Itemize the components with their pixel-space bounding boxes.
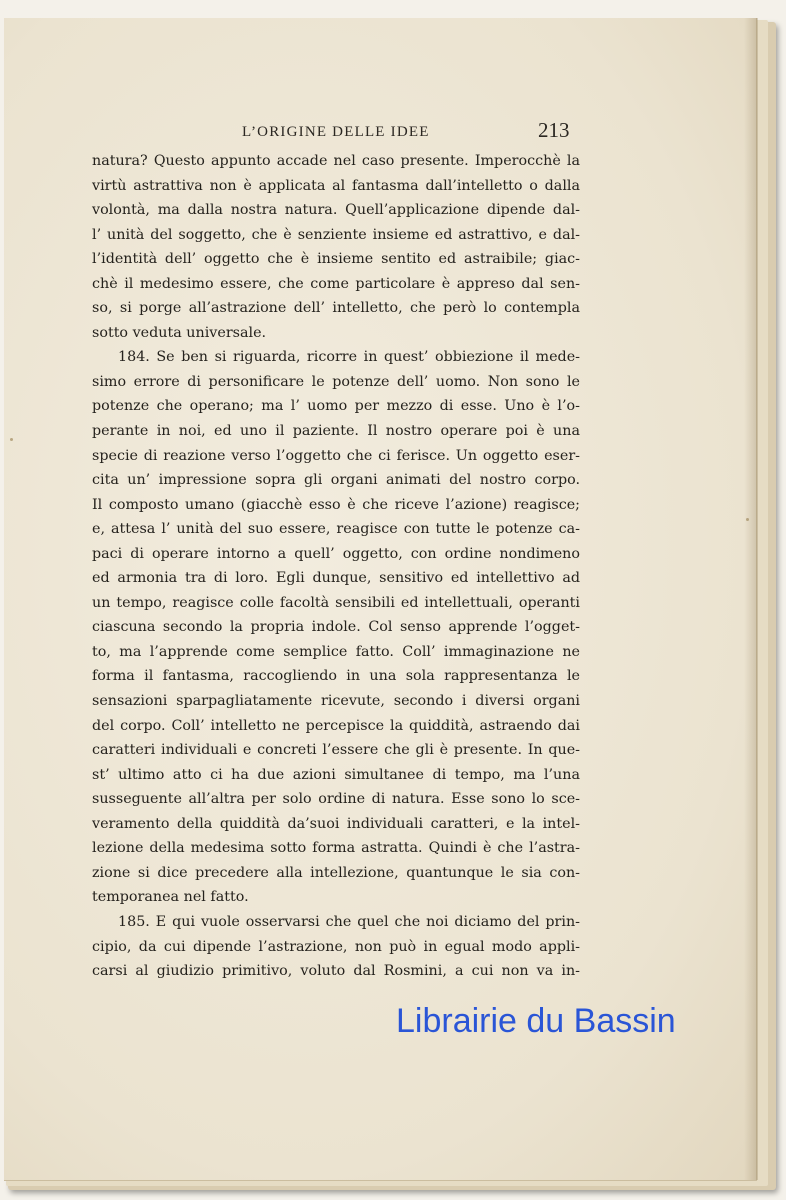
text-line: to, ma l’apprende come semplice fatto. Coll’ immaginazione ne — [92, 643, 580, 660]
text-line: simo errore di personificare le potenze dell’ uomo. Non sono le — [92, 373, 580, 390]
text-line: virtù astrattiva non è applicata al fantasma dall’intelletto o dalla — [92, 177, 580, 194]
text-line: carsi al giudizio primitivo, voluto dal Rosmini, a cui non va in- — [92, 963, 580, 980]
paragraph-start-185: 185. E qui vuole osservarsi che quel che noi diciamo del prin- — [118, 913, 580, 930]
text-line: ciascuna secondo la propria indole. Col senso apprende l’ogget- — [92, 619, 580, 636]
text-line: sensazioni sparpagliatamente ricevute, secondo i diversi organi — [92, 693, 580, 710]
page-header — [120, 118, 580, 148]
text-line: un tempo, reagisce colle facoltà sensibili ed intellettuali, operanti — [92, 594, 580, 611]
text-line: chè il medesimo essere, che come particolare è appreso dal sen- — [92, 275, 580, 292]
text-line: zione si dice precedere alla intellezione, quantunque le sia con- — [92, 864, 580, 881]
text-line: st’ ultimo atto ci ha due azioni simultanee di tempo, ma l’una — [92, 766, 580, 783]
text-line: l’ unità del soggetto, che è senziente insieme ed astrattivo, e dal- — [92, 226, 580, 243]
text-line: lezione della medesima sotto forma astratta. Quindi è che l’astra- — [92, 840, 580, 857]
text-line: cita un’ impressione sopra gli organi animati del nostro corpo. — [92, 472, 580, 489]
text-line: l’identità dell’ oggetto che è insieme sentito ed astraibile; giac- — [92, 251, 580, 268]
body-text — [92, 149, 580, 984]
text-line: Il composto umano (giacchè esso è che riceve l’azione) reagisce; — [92, 496, 580, 513]
text-line: e, attesa l’ unità del suo essere, reagisce con tutte le potenze ca- — [92, 521, 580, 538]
text-line: sotto veduta universale. — [92, 324, 267, 341]
text-line: del corpo. Coll’ intelletto ne percepisce la quiddità, astraendo dai — [92, 717, 580, 734]
text-line: paci di operare intorno a quell’ oggetto, con ordine nondimeno — [92, 545, 580, 562]
text-line: potenze che operano; ma l’ uomo per mezzo di esse. Uno è l’o- — [92, 398, 580, 415]
page-fold-shadow — [744, 18, 758, 1180]
text-line: forma il fantasma, raccogliendo in una sola rappresentanza le — [92, 668, 580, 685]
text-line: cipio, da cui dipende l’astrazione, non può in egual modo appli- — [92, 938, 580, 955]
text-line: natura? Questo appunto accade nel caso presente. Imperocchè la — [92, 153, 580, 169]
text-line: veramento della quiddità da’suoi individuali caratteri, e la intel- — [92, 815, 580, 832]
paper-speck — [10, 438, 13, 441]
text-line: specie di reazione verso l’oggetto che ci ferisce. Un oggetto eser- — [92, 447, 580, 464]
page-number: 213 — [538, 118, 570, 142]
text-line: caratteri individuali e concreti l’essere che gli è presente. In que- — [92, 742, 580, 759]
text-line: susseguente all’altra per solo ordine di natura. Esse sono lo sce- — [92, 791, 580, 808]
running-title: L’ORIGINE DELLE IDEE — [242, 124, 430, 140]
text-line: volontà, ma dalla nostra natura. Quell’applicazione dipende dal- — [92, 202, 580, 219]
watermark-text: Librairie du Bassin — [396, 1002, 676, 1040]
text-line: temporanea nel fatto. — [92, 889, 249, 906]
text-line: so, si porge all’astrazione dell’ intelletto, che però lo contempla — [92, 300, 580, 317]
text-line: perante in noi, ed uno il paziente. Il nostro operare poi è una — [92, 423, 580, 440]
paragraph-start-184: 184. Se ben si riguarda, ricorre in quest’ obbiezione il mede- — [118, 349, 580, 366]
text-line: ed armonia tra di loro. Egli dunque, sensitivo ed intellettivo ad — [92, 570, 580, 587]
